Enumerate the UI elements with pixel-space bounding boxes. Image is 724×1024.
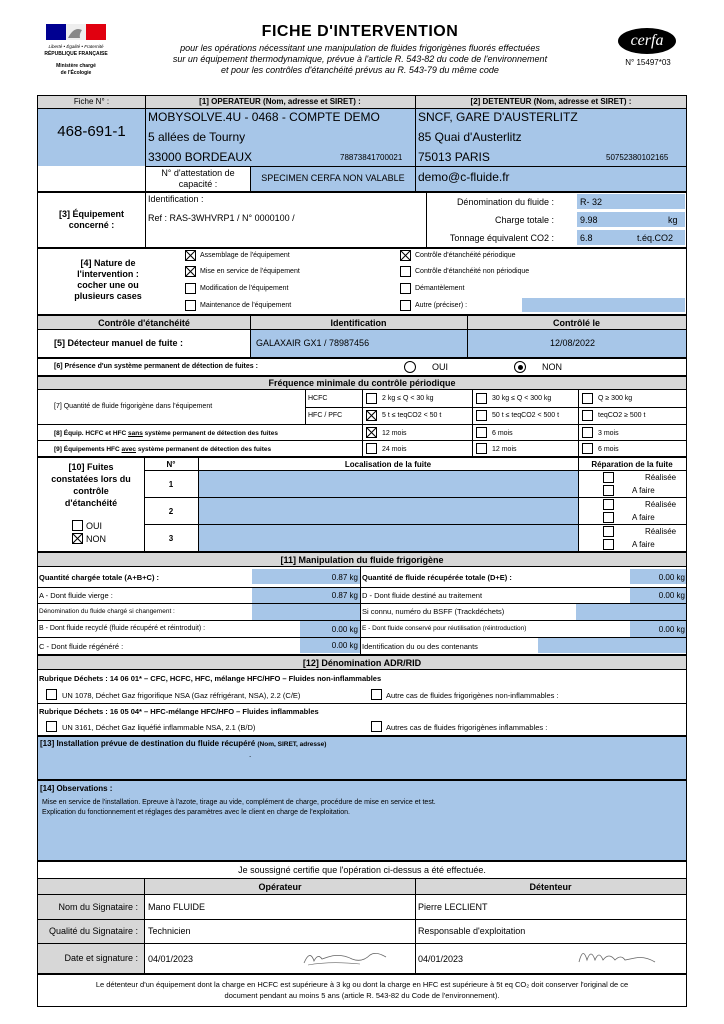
fluid-change-label: Dénomination du fluide chargé si changement : (39, 608, 175, 615)
operator-column-heading: Opérateur (258, 882, 302, 892)
holder-siret[interactable]: 50752380102165 (606, 153, 669, 162)
detector-label: [5] Détecteur manuel de fuite : (54, 338, 184, 348)
leaks-non-label: NON (86, 534, 106, 544)
checkbox-hfc-1[interactable] (366, 410, 377, 421)
leak-location-2[interactable] (199, 498, 578, 524)
equipment-label-1: [3] Équipement (58, 209, 124, 219)
rubrique-1: Rubrique Déchets : 14 06 01* – CFC, HCFC, HFC, mélange HFC/HFO – Fluides non-inflammables (39, 674, 382, 683)
checkbox-autre[interactable] (400, 300, 411, 311)
s8-months-1: 12 mois (382, 430, 407, 437)
s9-months-2: 12 mois (492, 446, 517, 453)
holder-name[interactable]: SNCF, GARE D'AUSTERLITZ (418, 110, 578, 124)
option-mise-en-service: Mise en service de l'équipement (200, 268, 300, 275)
checkbox-s9-2[interactable] (476, 443, 487, 454)
checkbox-demantelement[interactable] (400, 283, 411, 294)
certify-statement: Je soussigné certifie que l'opération ci-dessus a été effectuée. (238, 865, 486, 875)
checkbox-s8-1[interactable] (366, 427, 377, 438)
repair-1-done-label: Réalisée (645, 473, 677, 482)
frequency-heading: Fréquence minimale du contrôle périodique (268, 378, 456, 388)
destination-value: . (249, 750, 252, 759)
leaks-label-4: d'étanchéité (64, 498, 118, 508)
virgin-value[interactable]: 0.87 kg (331, 591, 358, 600)
detector-value[interactable]: GALAXAIR GX1 / 78987456 (256, 338, 370, 348)
virgin-label: A - Dont fluide vierge : (39, 591, 113, 600)
option-controle-non-periodique: Contrôle d'étanchéité non périodique (415, 268, 530, 275)
autre-field[interactable] (522, 298, 685, 312)
bsff-label: Si connu, numéro du BSFF (Trackdéchets) (362, 607, 505, 616)
hcfc-range-3: Q ≥ 300 kg (598, 395, 633, 402)
checkbox-s8-2[interactable] (476, 427, 487, 438)
fluid-change-field[interactable] (252, 604, 360, 620)
checkbox-repair-1-todo[interactable] (603, 485, 614, 496)
footer-line-2: document pendant au moins 5 ans (article R. 543-82 du Code de l'environnement). (224, 991, 500, 1000)
operator-name[interactable]: MOBYSOLVE.4U - 0468 - COMPTE DEMO (148, 110, 380, 124)
republique-motto: Liberté • Égalité • Fraternité (48, 44, 104, 49)
operator-heading: [1] OPERATEUR (Nom, adresse et SIRET) : (199, 97, 361, 106)
repair-1-todo-label: A faire (632, 486, 655, 495)
checkbox-repair-2-done[interactable] (603, 499, 614, 510)
holder-signature (575, 942, 665, 970)
hfc-range-3: teqCO2 ≥ 500 t (598, 412, 646, 419)
permanent-system-label: [6] Présence d'un système permanent de détection de fuites : (54, 363, 258, 370)
checkbox-un1078[interactable] (46, 689, 57, 700)
checked-on-heading: Contrôlé le (552, 318, 600, 328)
hfc-range-2: 50 t ≤ teqCO2 < 500 t (492, 412, 560, 419)
un1078-label: UN 1078, Déchet Gaz frigorifique NSA (Gaz réfrigérant, NSA), 2.2 (C/E) (62, 691, 301, 700)
hcfc-range-2: 30 kg ≤ Q < 300 kg (492, 395, 552, 402)
holder-email[interactable]: demo@c-fluide.fr (418, 170, 510, 184)
operator-city[interactable]: 33000 BORDEAUX (148, 150, 253, 164)
leak-repair-heading: Réparation de la fuite (591, 460, 673, 469)
recovered-total-label: Quantité de fluide récupérée totale (D+E) : (362, 573, 512, 582)
operator-signature (300, 945, 390, 969)
s8-months-3: 3 mois (598, 430, 619, 437)
option-assemblage: Assemblage de l'équipement (200, 252, 290, 259)
signer-name-label: Nom du Signataire : (58, 902, 138, 912)
charged-total-value[interactable]: 0.87 kg (331, 573, 358, 582)
nature-label-4: plusieurs cases (74, 291, 142, 301)
radio-non-label: NON (542, 362, 562, 372)
operator-signer-quality[interactable]: Technicien (148, 926, 191, 936)
checkbox-leaks-oui[interactable] (72, 520, 83, 531)
handling-heading: [11] Manipulation du fluide frigorigène (280, 555, 444, 565)
option-autre: Autre (préciser) : (415, 302, 468, 309)
un3161-label: UN 3161, Déchet Gaz liquéfié inflammable NSA, 2.1 (B/D) (62, 723, 256, 732)
operator-address[interactable]: 5 allées de Tourny (148, 130, 246, 144)
hfc-label: HFC / PFC (308, 412, 343, 419)
s8-months-2: 6 mois (492, 430, 513, 437)
checkbox-leaks-non[interactable] (72, 533, 83, 544)
capacity-label-2: capacité : (178, 179, 218, 189)
nature-label-2: l'intervention : (77, 269, 139, 279)
leaks-label-3: contrôle (73, 486, 109, 496)
regenerated-value[interactable]: 0.00 kg (331, 641, 358, 650)
checkbox-s9-1[interactable] (366, 443, 377, 454)
quantity-label: [7] Quantité de fluide frigorigène dans l'équipement (54, 403, 213, 410)
holder-signer-name[interactable]: Pierre LECLIENT (418, 902, 488, 912)
equipment-label-2: concerné : (68, 220, 115, 230)
equipment-ref[interactable]: Ref : RAS-3WHVRP1 / N° 0000100 / (148, 213, 295, 223)
detector-date[interactable]: 12/08/2022 (550, 338, 596, 348)
repair-3-todo-label: A faire (632, 540, 655, 549)
hcfc-range-1: 2 kg ≤ Q < 30 kg (382, 395, 434, 402)
holder-heading: [2] DETENTEUR (Nom, adresse et SIRET) : (470, 97, 632, 106)
option-controle-periodique: Contrôle d'étanchéité périodique (415, 252, 516, 259)
option-modification: Modification de l'équipement (200, 285, 289, 292)
checkbox-other-nonflam[interactable] (371, 689, 382, 700)
operator-siret[interactable]: 78873841700021 (340, 153, 403, 162)
capacity-label-1: N° d'attestation de (161, 168, 235, 178)
checkbox-un3161[interactable] (46, 721, 57, 732)
holder-signer-quality[interactable]: Responsable d'exploitation (418, 926, 526, 936)
observations-heading: [14] Observations : (40, 784, 113, 793)
reuse-label: E - Dont fluide conservé pour réutilisation (réintroduction) (362, 625, 527, 632)
treatment-label: D - Dont fluide destiné au traitement (362, 591, 483, 600)
recycled-label: B - Dont fluide recyclé (fluide récupéré et réintroduit) : (39, 625, 206, 632)
subtitle-1: pour les opérations nécessitant une manipulation de fluides frigorigènes fluorés effectuées (180, 43, 540, 53)
s9-months-1: 24 mois (382, 446, 407, 453)
page-title: FICHE D'INTERVENTION (261, 23, 459, 40)
leak-row-1: 1 (168, 480, 174, 489)
checkbox-repair-2-todo[interactable] (603, 512, 614, 523)
checkbox-repair-3-todo[interactable] (603, 539, 614, 550)
leak-row-3: 3 (168, 534, 174, 543)
other-flam-label: Autres cas de fluides frigorigènes inflammables : (386, 723, 548, 732)
checkbox-s8-3[interactable] (582, 427, 593, 438)
leaks-oui-label: OUI (86, 521, 103, 531)
subtitle-3: et pour les contrôles d'étanchéité prévus au R. 543-79 du même code (221, 65, 499, 75)
hcfc-label: HCFC (308, 395, 328, 402)
operator-signer-name[interactable]: Mano FLUIDE (148, 902, 206, 912)
radio-oui[interactable] (404, 361, 416, 373)
co2-unit: t.éq.CO2 (637, 233, 674, 243)
radio-non[interactable] (514, 361, 526, 373)
fluid-value: R- 32 (580, 197, 603, 207)
date-signature-label: Date et signature : (64, 953, 138, 963)
checkbox-hfc-2[interactable] (476, 410, 487, 421)
republique-logo (46, 22, 106, 54)
section9-label: [9] Équipements HFC avec système permanent de détection des fuites (54, 446, 272, 453)
cerfa-number: N° 15497*03 (625, 58, 671, 67)
ministry-line1: Ministère chargé (56, 63, 96, 69)
leak-check-heading: Contrôle d'étanchéité (98, 318, 190, 328)
checkbox-repair-1-done[interactable] (603, 472, 614, 483)
leak-location-heading: Localisation de la fuite (344, 460, 432, 469)
subtitle-2: sur un équipement thermodynamique, prévue à l'article R. 543-82 du code de l'environnement (172, 54, 548, 64)
checkbox-repair-3-done[interactable] (603, 526, 614, 537)
marianne-icon (46, 22, 106, 54)
holder-address[interactable]: 85 Quai d'Austerlitz (418, 130, 522, 144)
identification-label: Identification : (148, 194, 204, 204)
treatment-value[interactable]: 0.00 kg (658, 591, 685, 600)
charge-label: Charge totale : (494, 215, 554, 225)
checkbox-assemblage[interactable] (185, 250, 196, 261)
containers-label: Identification du ou des contenants (362, 642, 478, 651)
observations-line-1: Mise en service de l'installation. Epreuve à l'azote, tirage au vide, complément de charge, procédure de mise en service et test. (42, 799, 436, 806)
co2-label: Tonnage équivalent CO2 : (449, 233, 554, 243)
checkbox-s9-3[interactable] (582, 443, 593, 454)
charge-value: 9.98 (580, 215, 598, 225)
checkbox-mise-en-service[interactable] (185, 266, 196, 277)
fiche-label: Fiche N° : (73, 97, 110, 106)
recycled-value[interactable]: 0.00 kg (331, 625, 358, 634)
charge-unit: kg (668, 215, 678, 225)
checkbox-hfc-3[interactable] (582, 410, 593, 421)
checkbox-controle-periodique[interactable] (400, 250, 411, 261)
checkbox-hcfc-3[interactable] (582, 393, 593, 404)
rubrique-2: Rubrique Déchets : 16 05 04* – HFC-mélange HFC/HFO – Fluides inflammables (39, 707, 319, 716)
nature-label-1: [4] Nature de (80, 258, 136, 268)
nature-label-3: cocher une ou (77, 280, 139, 290)
holder-column-heading: Détenteur (529, 882, 572, 892)
bsff-field[interactable] (576, 604, 686, 620)
holder-sign-date[interactable]: 04/01/2023 (418, 954, 464, 964)
checkbox-controle-non-periodique[interactable] (400, 266, 411, 277)
repair-3-done-label: Réalisée (645, 527, 677, 536)
destination-heading: [13] Installation prévue de destination du fluide récupéré (Nom, SIRET, adresse) (40, 739, 327, 748)
holder-city[interactable]: 75013 PARIS (418, 150, 490, 164)
operator-sign-date[interactable]: 04/01/2023 (148, 954, 194, 964)
checkbox-modification[interactable] (185, 283, 196, 294)
checkbox-other-flam[interactable] (371, 721, 382, 732)
checkbox-maintenance[interactable] (185, 300, 196, 311)
observations-line-2: Explication du fonctionnement et réglages des paramètres avec le client en charge de l'exploitation. (42, 809, 350, 816)
leak-number-heading: N° (166, 460, 176, 469)
radio-oui-label: OUI (432, 362, 449, 372)
footer-line-1: Le détenteur d'un équipement dont la charge en HCFC est supérieure à 3 kg ou dont la charge en HFC est supérieure à 5t eq CO₂ doit conserver l'original de ce (95, 980, 629, 989)
leaks-label-1: [10] Fuites (68, 462, 114, 472)
charged-total-label: Quantité chargée totale (A+B+C) : (39, 573, 160, 582)
republique-name: RÉPUBLIQUE FRANÇAISE (44, 51, 108, 57)
hfc-range-1: 5 t ≤ teqCO2 < 50 t (382, 412, 442, 419)
other-nonflam-label: Autre cas de fluides frigorigènes non-inflammables : (386, 691, 559, 700)
option-demantelement: Démantèlement (415, 285, 465, 292)
leak-location-1[interactable] (199, 471, 578, 497)
ministry-line2: de l'Écologie (60, 70, 92, 76)
cerfa-logo: cerfa (618, 28, 676, 54)
identification-heading: Identification (330, 318, 387, 328)
leak-row-2: 2 (168, 507, 174, 516)
observations-field[interactable] (38, 781, 686, 860)
leak-location-3[interactable] (199, 525, 578, 551)
capacity-number[interactable]: SPECIMEN CERFA NON VALABLE (261, 173, 405, 183)
signer-quality-label: Qualité du Signataire : (48, 926, 138, 936)
checkbox-hcfc-2[interactable] (476, 393, 487, 404)
s9-months-3: 6 mois (598, 446, 619, 453)
repair-2-todo-label: A faire (632, 513, 655, 522)
co2-value: 6.8 (580, 233, 593, 243)
containers-field[interactable] (538, 638, 686, 653)
option-maintenance: Maintenance de l'équipement (200, 302, 292, 309)
reuse-value[interactable]: 0.00 kg (658, 625, 685, 634)
fiche-number[interactable]: 468-691-1 (57, 123, 126, 140)
checkbox-hcfc-1[interactable] (366, 393, 377, 404)
repair-2-done-label: Réalisée (645, 500, 677, 509)
fluid-label: Dénomination du fluide : (456, 197, 554, 207)
leaks-label-2: constatées lors du (51, 474, 131, 484)
recovered-total-value[interactable]: 0.00 kg (658, 573, 685, 582)
section8-label: [8] Équip. HCFC et HFC sans système permanent de détection des fuites (54, 430, 278, 437)
adr-heading: [12] Dénomination ADR/RID (302, 658, 422, 668)
regenerated-label: C - Dont fluide régénéré : (39, 642, 124, 651)
